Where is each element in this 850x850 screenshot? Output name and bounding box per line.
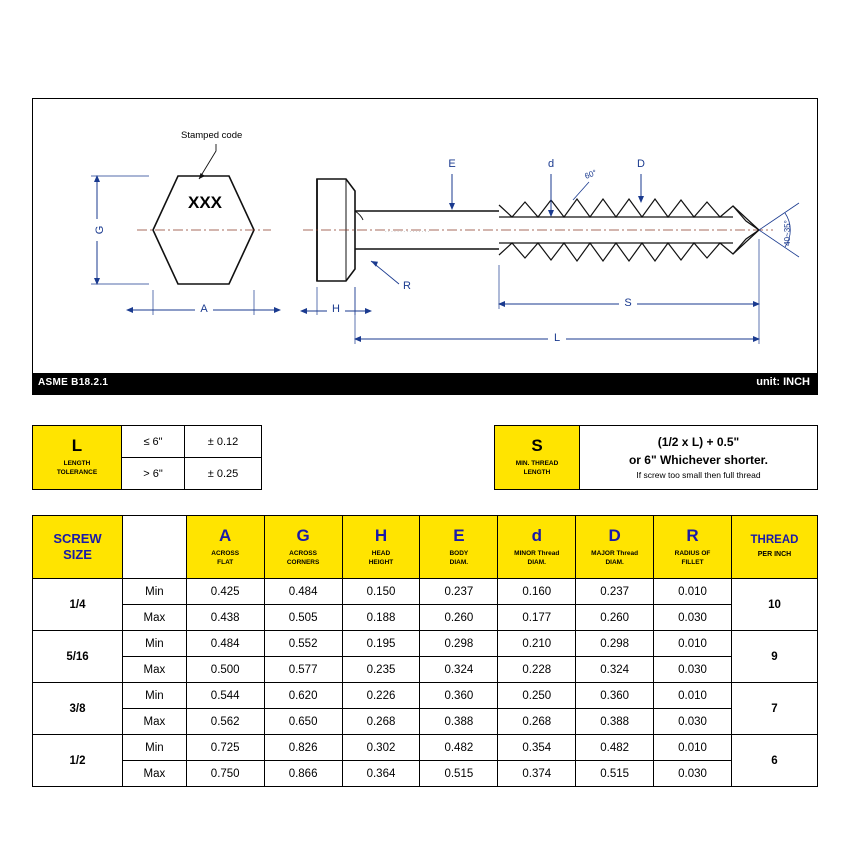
cell-H: 0.268: [342, 709, 420, 735]
screw-dimension-table: [32, 515, 818, 787]
dimension-H-label: H: [332, 303, 340, 315]
cell-A: 0.484: [186, 631, 264, 657]
stamped-code-label: Stamped code: [181, 130, 243, 141]
cell-H: 0.235: [342, 657, 420, 683]
cell-H: 0.150: [342, 579, 420, 605]
cell-D: 0.515: [576, 761, 654, 787]
cell-G: 0.826: [264, 735, 342, 761]
header-thread-letter: THREAD: [750, 533, 799, 546]
header-thread-sub: PER INCH: [757, 551, 792, 559]
point-angle-label: 40~35°: [783, 220, 792, 246]
cell-D: 0.260: [576, 605, 654, 631]
cell-R: 0.010: [654, 735, 732, 761]
thread-angle-callout: [573, 168, 598, 200]
cell-D: 0.324: [576, 657, 654, 683]
cell-thread: 10: [731, 579, 817, 631]
dimension-d: [548, 158, 554, 216]
cell-d: 0.228: [498, 657, 576, 683]
header-H-sub: HEAD HEIGHT: [368, 549, 394, 566]
row-minmax: Min: [123, 683, 187, 709]
header-A-letter: A: [219, 526, 232, 546]
unit-label: unit: INCH: [756, 376, 810, 388]
cell-E: 0.482: [420, 735, 498, 761]
drawing-title-bar: [32, 373, 818, 395]
length-caption-line1: LENGTH: [63, 460, 91, 468]
min-thread-length-box: [494, 425, 818, 490]
cell-G: 0.484: [264, 579, 342, 605]
header-G: [264, 516, 342, 579]
row-minmax: Max: [123, 761, 187, 787]
table-row: [33, 761, 818, 787]
cell-D: 0.388: [576, 709, 654, 735]
header-A: [186, 516, 264, 579]
cell-D: 0.237: [576, 579, 654, 605]
cell-H: 0.364: [342, 761, 420, 787]
header-R-sub: RADIUS OF FILLET: [674, 549, 711, 566]
min-thread-symbol: S: [531, 436, 543, 456]
dimension-S-label: S: [624, 297, 632, 309]
cell-G: 0.577: [264, 657, 342, 683]
header-R: [654, 516, 732, 579]
cell-A: 0.425: [186, 579, 264, 605]
dimension-d-label: d: [547, 158, 555, 170]
cell-G: 0.505: [264, 605, 342, 631]
cell-A: 0.725: [186, 735, 264, 761]
length-tolerance-box: [32, 425, 262, 490]
min-thread-symbol-cell: [495, 426, 580, 489]
cell-R: 0.030: [654, 709, 732, 735]
cell-d: 0.250: [498, 683, 576, 709]
cell-d: 0.210: [498, 631, 576, 657]
row-minmax: Min: [123, 735, 187, 761]
cell-D: 0.360: [576, 683, 654, 709]
stamped-code-leader: [199, 144, 216, 179]
table-row: [33, 735, 818, 761]
lag-screw-drawing: [33, 99, 819, 394]
cell-D: 0.298: [576, 631, 654, 657]
cell-E: 0.298: [420, 631, 498, 657]
row-size: 1/2: [33, 735, 123, 787]
row-minmax: Max: [123, 605, 187, 631]
cell-A: 0.750: [186, 761, 264, 787]
length-tolerance-value: ± 0.12: [207, 435, 239, 448]
dimension-R: [371, 261, 411, 292]
header-G-sub: ACROSS CORNERS: [286, 549, 320, 566]
header-D: [576, 516, 654, 579]
table-row: [33, 657, 818, 683]
min-thread-caption-line2: LENGTH: [523, 469, 551, 476]
cell-d: 0.268: [498, 709, 576, 735]
min-thread-formula-line1: (1/2 x L) + 0.5": [657, 434, 740, 449]
header-E-sub: BODY DIAM.: [449, 549, 469, 566]
header-E: [420, 516, 498, 579]
cell-H: 0.188: [342, 605, 420, 631]
table-header-row: [33, 516, 818, 579]
cell-A: 0.438: [186, 605, 264, 631]
header-A-sub: ACROSS FLAT: [211, 549, 240, 566]
dimension-E: [448, 158, 455, 209]
header-G-letter: G: [296, 526, 310, 546]
cell-E: 0.260: [420, 605, 498, 631]
header-d: [498, 516, 576, 579]
length-tolerance-row: [122, 426, 261, 458]
header-D-sub: MAJOR Thread DIAM.: [591, 549, 639, 566]
dimension-S: [499, 239, 759, 309]
cell-H: 0.195: [342, 631, 420, 657]
table-row: [33, 605, 818, 631]
length-range: > 6": [122, 458, 185, 489]
cell-E: 0.388: [420, 709, 498, 735]
dimension-A: [127, 290, 280, 315]
header-d-sub: MINOR Thread DIAM.: [514, 549, 560, 566]
length-tolerance-row: [122, 458, 261, 489]
min-thread-formula-line2: or 6" Whichever shorter.: [628, 452, 769, 467]
cell-thread: 7: [731, 683, 817, 735]
min-thread-note: If screw too small then full thread: [636, 469, 761, 480]
standard-label: ASME B18.2.1: [38, 377, 109, 388]
header-screw-size-line1: SCREW: [53, 530, 102, 546]
cell-A: 0.562: [186, 709, 264, 735]
table-row: [33, 709, 818, 735]
table-row: [33, 683, 818, 709]
header-thread: [731, 516, 817, 579]
cell-R: 0.010: [654, 683, 732, 709]
row-size: 5/16: [33, 631, 123, 683]
length-caption: [57, 460, 97, 478]
cell-R: 0.030: [654, 657, 732, 683]
cell-thread: 6: [731, 735, 817, 787]
cell-d: 0.374: [498, 761, 576, 787]
cell-d: 0.354: [498, 735, 576, 761]
row-minmax: Min: [123, 579, 187, 605]
cell-G: 0.650: [264, 709, 342, 735]
cell-R: 0.030: [654, 605, 732, 631]
header-H: [342, 516, 420, 579]
row-minmax: Min: [123, 631, 187, 657]
length-caption-line2: TOLERANCE: [56, 469, 98, 476]
cell-E: 0.237: [420, 579, 498, 605]
cell-R: 0.010: [654, 631, 732, 657]
table-row: [33, 579, 818, 605]
cell-A: 0.500: [186, 657, 264, 683]
dimension-E-label: E: [448, 158, 456, 170]
length-tolerance-rows: [122, 426, 261, 489]
dimension-D: [637, 158, 645, 202]
row-size: 3/8: [33, 683, 123, 735]
header-D-letter: D: [608, 526, 621, 546]
cell-R: 0.010: [654, 579, 732, 605]
cell-D: 0.482: [576, 735, 654, 761]
length-tolerance-value: ± 0.25: [207, 467, 239, 480]
drawing-panel: [32, 98, 818, 393]
cell-thread: 9: [731, 631, 817, 683]
head-stamp-code-text: XXX: [188, 193, 223, 212]
shank-marking-text: · · · · · · · · · · · · · · ·: [385, 229, 430, 235]
header-H-letter: H: [374, 526, 388, 546]
header-d-letter: d: [531, 526, 542, 546]
cell-H: 0.226: [342, 683, 420, 709]
point-angle-callout: [759, 203, 799, 257]
dimension-H: [301, 287, 371, 315]
cell-E: 0.360: [420, 683, 498, 709]
dimension-L-label: L: [553, 332, 561, 344]
length-tolerance-symbol-cell: [33, 426, 122, 489]
cell-R: 0.030: [654, 761, 732, 787]
header-screw-size: [33, 516, 123, 579]
header-screw-size-line2: SIZE: [63, 547, 92, 562]
cell-A: 0.544: [186, 683, 264, 709]
length-range: ≤ 6": [122, 426, 185, 457]
dimension-D-label: D: [637, 158, 645, 170]
row-minmax: Max: [123, 657, 187, 683]
dimension-R-label: R: [403, 280, 411, 292]
table-row: [33, 631, 818, 657]
cell-H: 0.302: [342, 735, 420, 761]
cell-d: 0.177: [498, 605, 576, 631]
cell-E: 0.515: [420, 761, 498, 787]
header-R-letter: R: [686, 526, 699, 546]
dimension-A-label: A: [200, 303, 208, 315]
length-symbol: L: [71, 436, 83, 456]
min-thread-formula: [580, 426, 817, 489]
side-view: [303, 179, 773, 281]
header-E-letter: E: [453, 526, 465, 546]
cell-G: 0.620: [264, 683, 342, 709]
dimension-G-label: G: [94, 225, 106, 235]
row-minmax: Max: [123, 709, 187, 735]
dimension-L: [355, 287, 759, 344]
row-size: 1/4: [33, 579, 123, 631]
min-thread-caption: [516, 460, 559, 478]
cell-d: 0.160: [498, 579, 576, 605]
cell-G: 0.552: [264, 631, 342, 657]
cell-G: 0.866: [264, 761, 342, 787]
header-minmax: [123, 516, 187, 579]
thread-angle-label: 60°: [583, 167, 598, 181]
min-thread-caption-line1: MIN. THREAD: [515, 460, 559, 468]
cell-E: 0.324: [420, 657, 498, 683]
